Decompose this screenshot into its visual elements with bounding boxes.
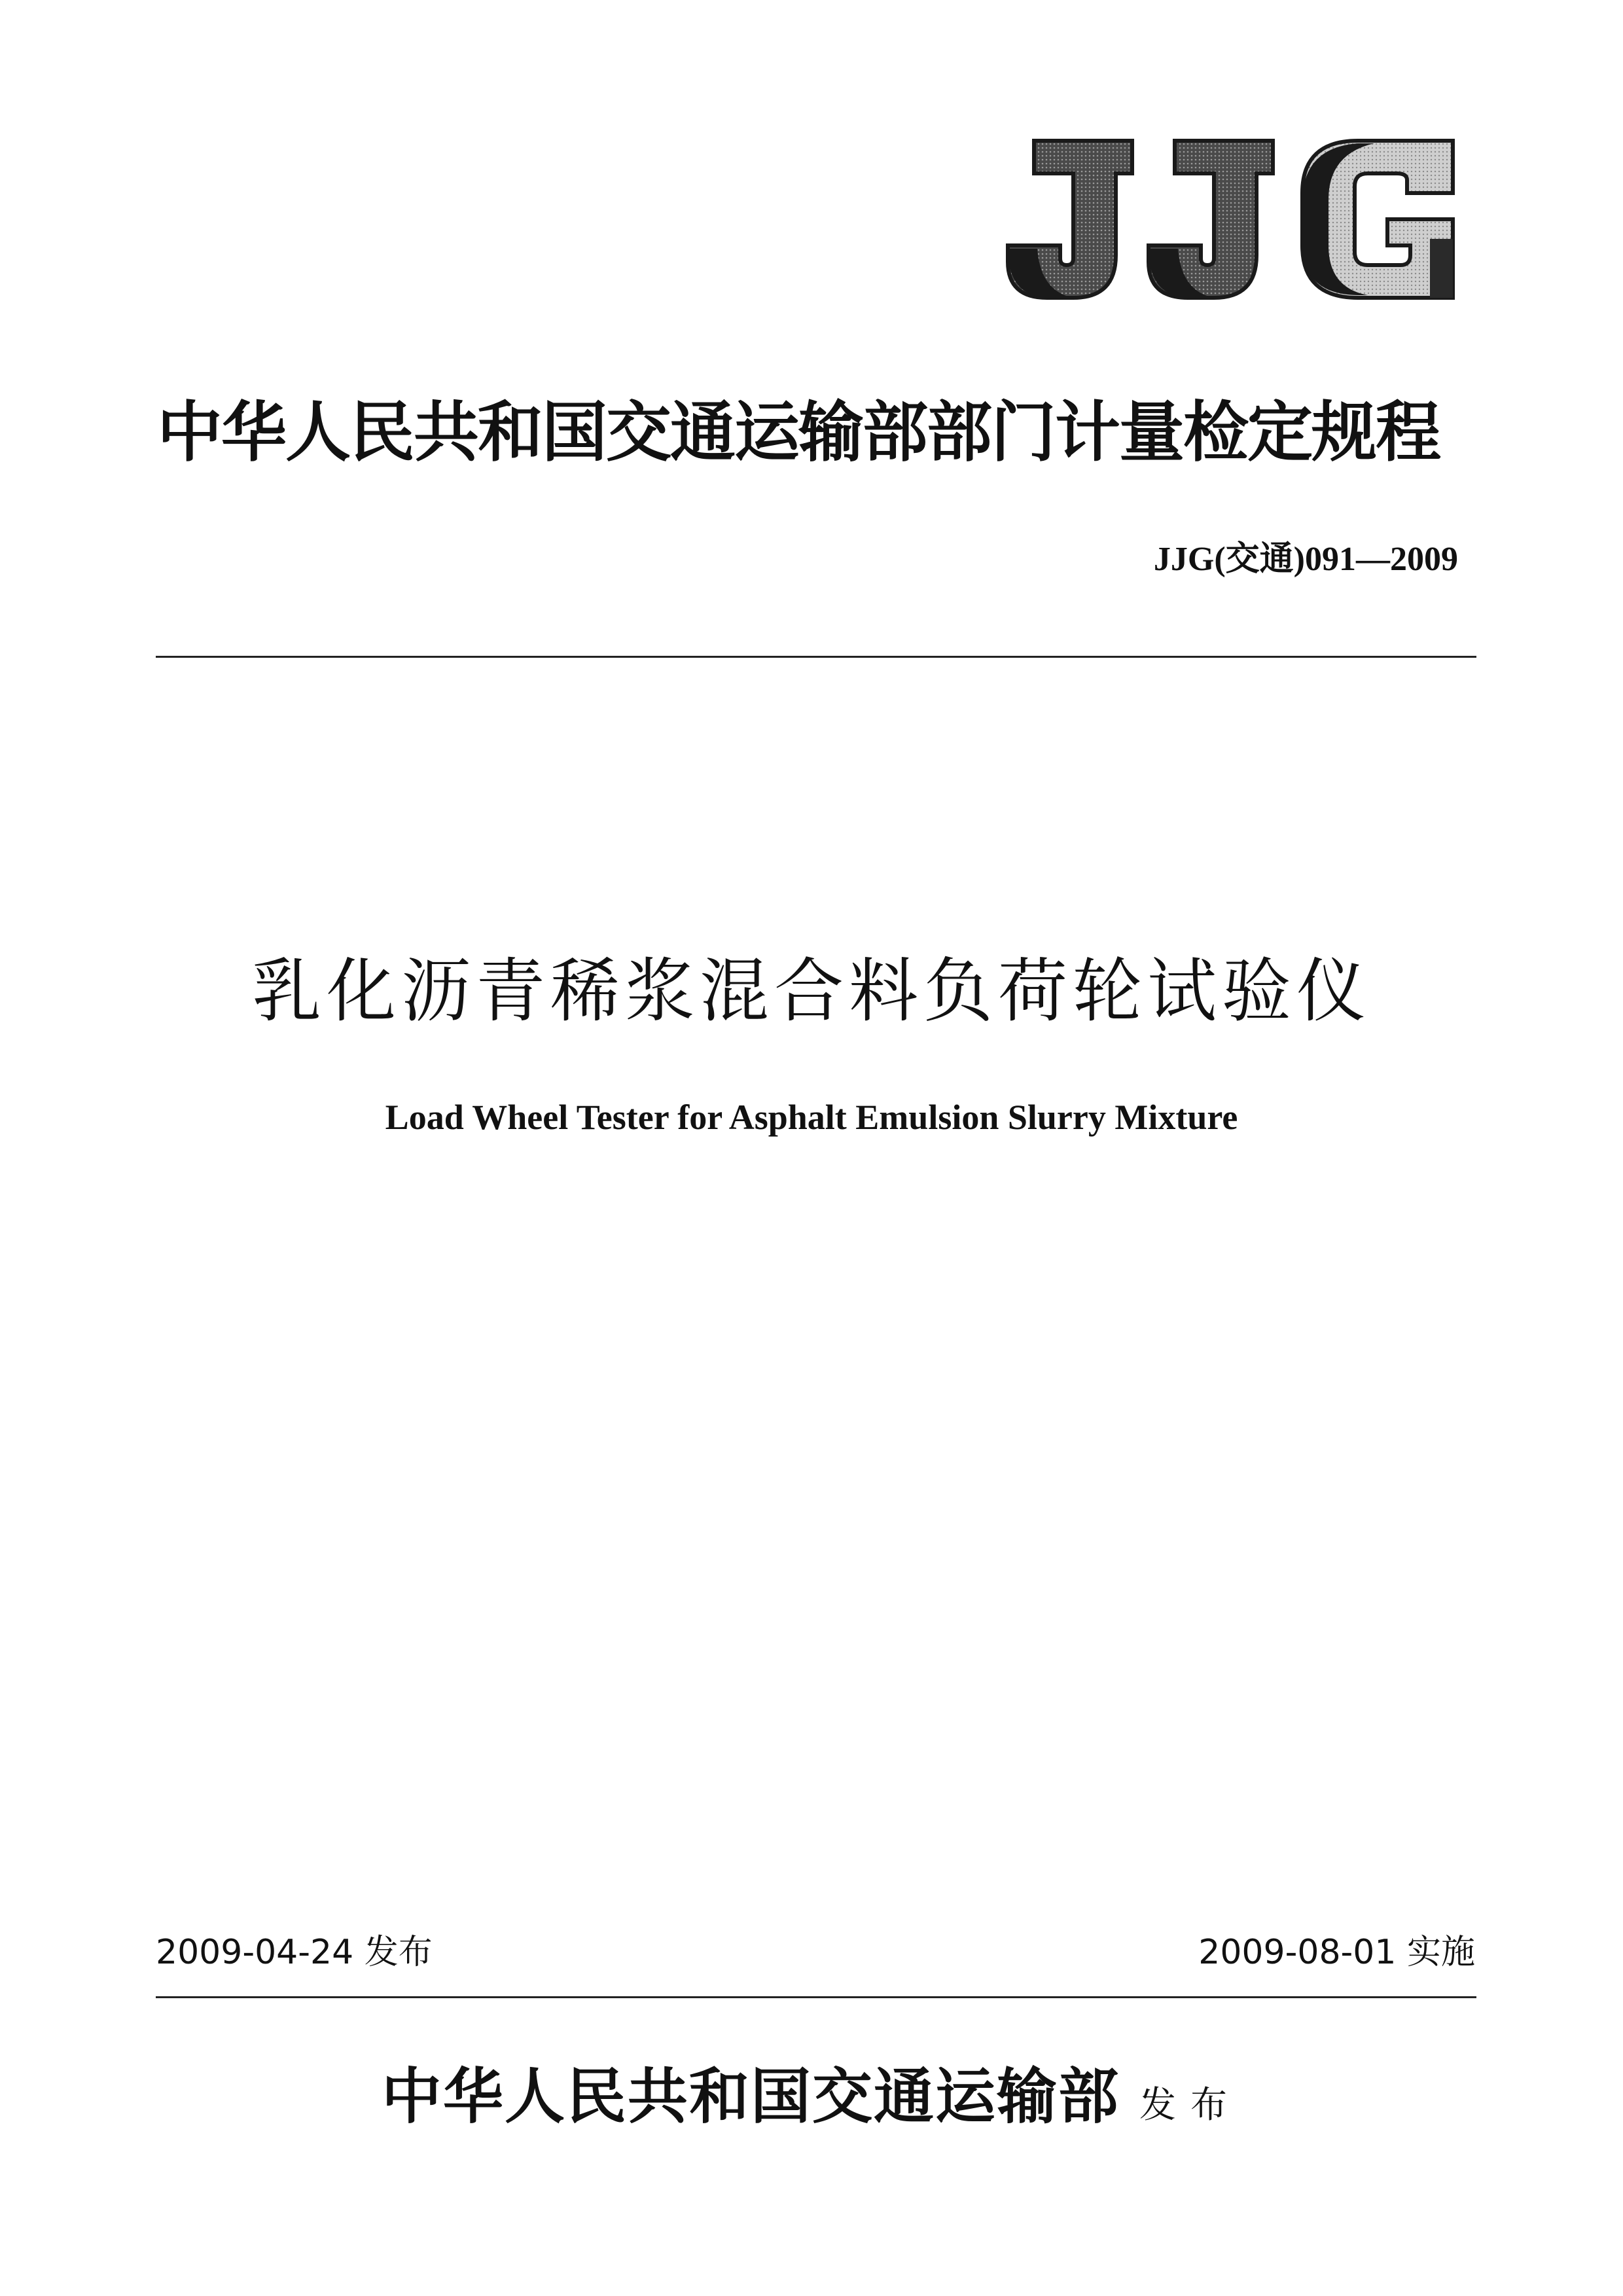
- implementation-date: 2009-08-01 实施: [1198, 1933, 1475, 1972]
- document-title-cn: 乳化沥青稀浆混合料负荷轮试验仪: [252, 951, 1371, 1031]
- document-title-en: Load Wheel Tester for Asphalt Emulsion Slurry Mixture: [385, 1098, 1238, 1137]
- header-title: 中华人民共和国交通运输部部门计量检定规程: [157, 393, 1440, 471]
- jjg-logo: [1001, 134, 1459, 304]
- divider-bottom: [156, 1996, 1476, 1998]
- publisher-action: 发布: [1139, 2084, 1241, 2126]
- logo-letter-j1: [1008, 141, 1132, 298]
- standard-code: JJG(交通)091—2009: [1153, 541, 1458, 578]
- publisher-name: 中华人民共和国交通运输部: [381, 2061, 1120, 2132]
- divider-top: [156, 656, 1476, 658]
- logo-letter-g: [1302, 141, 1453, 298]
- issue-date: 2009-04-24 发布: [156, 1933, 433, 1972]
- publisher-line: [0, 2054, 1623, 2157]
- logo-letter-j2: [1149, 141, 1273, 298]
- jjg-logo-graphic: [1001, 134, 1459, 304]
